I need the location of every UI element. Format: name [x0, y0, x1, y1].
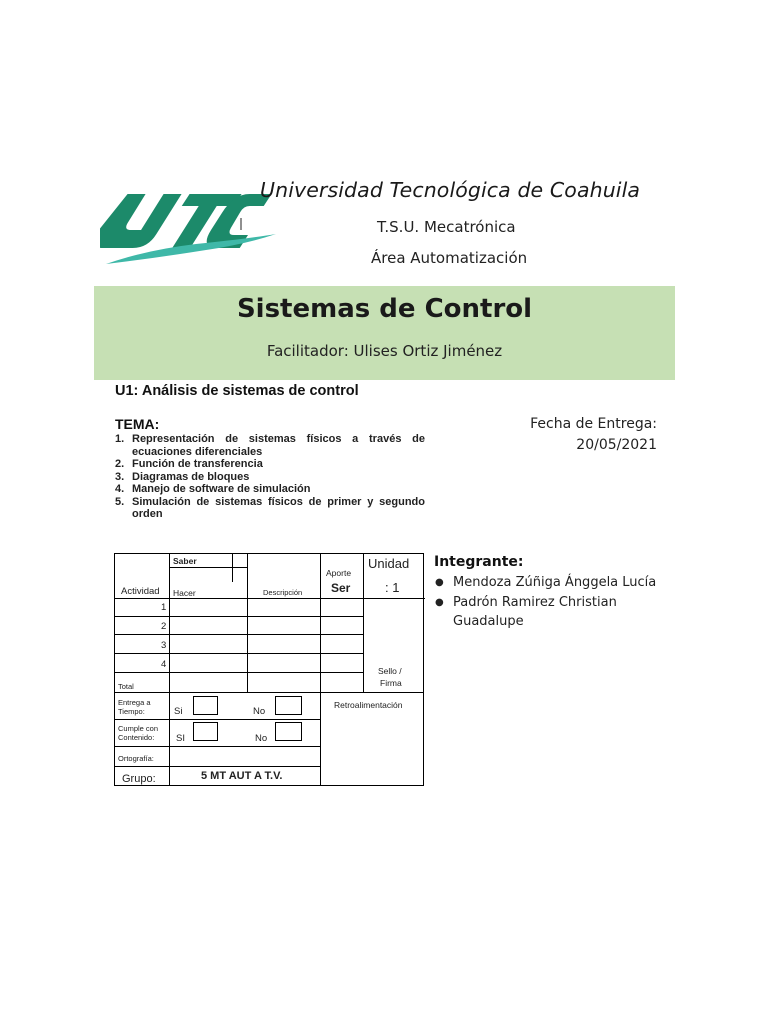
firma-label: Firma — [380, 678, 402, 688]
tema-label: TEMA: — [115, 416, 160, 432]
grid-line — [115, 766, 320, 767]
row-number: 1 — [161, 602, 167, 613]
members-list — [434, 573, 674, 632]
unidad-header: Unidad — [368, 556, 410, 571]
ortografia-label: Ortografía: — [118, 754, 154, 763]
row-number: 4 — [161, 659, 167, 670]
actividad-header: Actividad — [121, 586, 160, 597]
facilitator-name: Facilitador: Ulises Ortiz Jiménez — [266, 342, 503, 360]
due-date-label: Fecha de Entrega: — [530, 416, 657, 432]
grupo-value: 5 MT AUT A T.V. — [201, 770, 283, 782]
no-checkbox[interactable] — [275, 696, 302, 715]
si-label: Si — [174, 706, 183, 717]
total-label: Total — [118, 682, 134, 691]
grid-line — [115, 616, 363, 617]
title-banner — [94, 286, 675, 380]
grid-line — [115, 746, 320, 747]
subject-title: Sistemas de Control — [236, 294, 533, 324]
list-item: 3. Diagramas de bloques — [115, 470, 250, 483]
grid-line — [115, 634, 363, 635]
list-item: ● Padrón Ramirez Christian Guadalupe — [434, 593, 674, 632]
aporte-header: Aporte — [326, 568, 352, 578]
grid-line — [232, 554, 233, 582]
grid-line — [115, 653, 363, 654]
grid-line — [320, 554, 321, 786]
row-number: 2 — [161, 621, 167, 632]
no-label: No — [253, 706, 266, 717]
members-label: Integrante: — [434, 554, 524, 570]
cumple-label: Cumple con — [118, 724, 159, 733]
list-item: 1. Representación de sistemas físicos a través de ecuaciones diferenciales — [115, 433, 425, 458]
grid-line — [169, 692, 170, 786]
row-number: 3 — [161, 640, 167, 651]
university-title: Universidad Tecnológica de Coahuila — [260, 178, 641, 202]
grid-line — [115, 719, 320, 720]
grid-line — [363, 554, 364, 692]
cumple-label-2: Contenido: — [118, 733, 155, 742]
area-name: Área Automatización — [371, 249, 528, 267]
grid-line — [363, 598, 425, 599]
topics-list — [115, 433, 425, 521]
grupo-label: Grupo: — [122, 773, 156, 785]
no-checkbox[interactable] — [275, 722, 302, 741]
descripcion-header: Descripción — [263, 588, 303, 597]
career-name: T.S.U. Mecatrónica — [377, 218, 516, 236]
bullet-icon: ● — [435, 596, 444, 608]
entrega-label: Entrega a — [118, 698, 151, 707]
due-date-value: 20/05/2021 — [576, 437, 657, 453]
si-label: SI — [176, 733, 185, 744]
list-item: ● Mendoza Zúñiga Ánggela Lucía — [434, 573, 674, 593]
grid-line — [115, 672, 363, 673]
saber-header: Saber — [173, 556, 197, 566]
no-label: No — [255, 733, 268, 744]
si-checkbox[interactable] — [193, 696, 218, 715]
evaluation-grid — [114, 553, 424, 786]
retroalimentacion-label: Retroalimentación — [334, 700, 403, 710]
utc-logo — [100, 188, 280, 274]
bullet-icon: ● — [435, 577, 444, 588]
unit-title: U1: Análisis de sistemas de control — [115, 383, 359, 399]
list-item: 2. Función de transferencia — [115, 458, 263, 470]
list-item: 5. Simulación de sistemas físicos de primer y segundo orden — [115, 495, 425, 520]
entrega-label-2: Tiempo: — [118, 707, 145, 716]
list-item: 4. Manejo de software de simulación — [115, 483, 311, 495]
sello-label: Sello / — [378, 666, 402, 676]
grid-line — [169, 567, 248, 568]
hacer-header: Hacer — [173, 588, 196, 598]
grid-line — [115, 598, 363, 599]
grid-line — [115, 692, 424, 693]
unidad-number: : 1 — [385, 580, 400, 595]
ser-header: Ser — [331, 581, 351, 595]
si-checkbox[interactable] — [193, 722, 218, 741]
